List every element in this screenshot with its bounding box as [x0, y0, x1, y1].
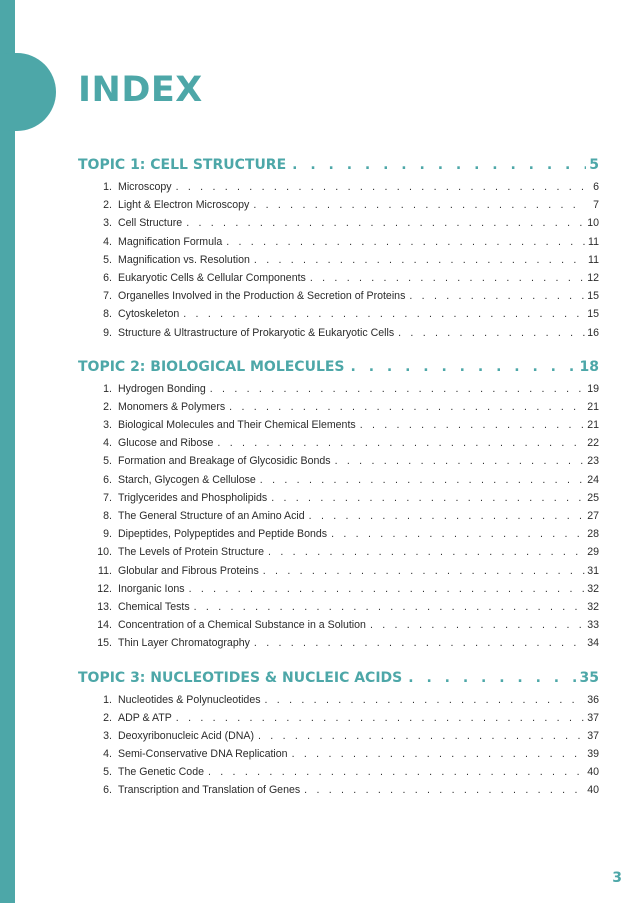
- entry-number: 15.: [97, 637, 112, 650]
- toc-entry[interactable]: [78, 196, 599, 214]
- dot-leader: [217, 434, 585, 452]
- entry-page-number: 40: [587, 784, 599, 797]
- entry-number: 2.: [103, 400, 112, 413]
- entry-number: 5.: [103, 253, 112, 266]
- dot-leader: [351, 356, 577, 378]
- entry-number: 10.: [97, 546, 112, 559]
- entry-page-number: 40: [587, 766, 599, 779]
- dot-leader: [370, 616, 585, 634]
- toc-entry[interactable]: [78, 324, 599, 342]
- toc-entry[interactable]: [78, 580, 599, 598]
- entry-page-number: 27: [587, 510, 599, 522]
- entry-number: 9.: [103, 528, 112, 541]
- entry-number: 1.: [103, 693, 112, 706]
- entry-number: 7.: [103, 491, 112, 504]
- entry-page-number: 6: [593, 181, 599, 193]
- dot-leader: [189, 580, 585, 598]
- toc-entry[interactable]: [78, 727, 599, 745]
- entry-label: Magnification vs. Resolution: [118, 253, 250, 266]
- entry-label: The Genetic Code: [118, 766, 204, 779]
- side-accent-tab: [0, 53, 56, 131]
- entry-label: Monomers & Polymers: [118, 400, 226, 413]
- dot-leader: [271, 489, 585, 507]
- entry-number: 14.: [97, 619, 112, 632]
- toc-entry[interactable]: [78, 380, 599, 398]
- entry-page-number: 12: [587, 271, 599, 284]
- toc-entry[interactable]: [78, 781, 599, 799]
- dot-leader: [360, 416, 585, 434]
- toc-entry[interactable]: [78, 525, 599, 543]
- entry-label: Transcription and Translation of Genes: [118, 784, 301, 797]
- entry-page-number: 29: [587, 546, 599, 559]
- entry-number: 6.: [103, 784, 112, 797]
- dot-leader: [309, 507, 585, 525]
- toc-entry[interactable]: [78, 178, 599, 196]
- toc-entry[interactable]: [78, 763, 599, 781]
- toc-entry[interactable]: [78, 398, 599, 416]
- entry-label: Magnification Formula: [118, 235, 223, 248]
- entry-label: Cell Structure: [118, 217, 183, 230]
- entry-page-number: 19: [587, 382, 599, 395]
- dot-leader: [194, 598, 585, 616]
- dot-leader: [253, 196, 585, 214]
- topic-section: [78, 667, 599, 800]
- entry-number: 1.: [103, 382, 112, 395]
- entry-page-number: 23: [587, 455, 599, 468]
- entry-page-number: 28: [587, 528, 599, 541]
- toc-entry[interactable]: [78, 745, 599, 763]
- toc-entry[interactable]: [78, 434, 599, 452]
- toc-entry[interactable]: [78, 214, 599, 232]
- toc-entry[interactable]: [78, 543, 599, 561]
- entry-number: 4.: [103, 748, 112, 761]
- entry-number: 8.: [103, 510, 112, 522]
- dot-leader: [304, 781, 585, 799]
- entry-label: Formation and Breakage of Glycosidic Bonds: [118, 455, 331, 468]
- topic-page-number: 5: [589, 157, 599, 173]
- page-title: INDEX: [78, 70, 203, 110]
- dot-leader: [265, 691, 585, 709]
- dot-leader: [263, 562, 585, 580]
- entry-label: Chemical Tests: [118, 600, 190, 613]
- entry-page-number: 36: [587, 693, 599, 706]
- entry-label: Biological Molecules and Their Chemical Elements: [118, 419, 356, 432]
- toc-entry[interactable]: [78, 598, 599, 616]
- entry-page-number: 34: [587, 637, 599, 650]
- entry-page-number: 25: [587, 491, 599, 504]
- dot-leader: [292, 154, 586, 176]
- toc-entry[interactable]: [78, 709, 599, 727]
- entry-page-number: 11: [588, 235, 599, 248]
- entry-number: 5.: [103, 455, 112, 468]
- table-of-contents: [78, 154, 599, 814]
- topic-title: TOPIC 1: CELL STRUCTURE: [78, 157, 287, 173]
- entry-page-number: 37: [587, 711, 599, 724]
- dot-leader: [335, 452, 585, 470]
- dot-leader: [229, 398, 585, 416]
- entry-number: 3.: [103, 729, 112, 742]
- dot-leader: [176, 709, 585, 727]
- dot-leader: [409, 287, 585, 305]
- dot-leader: [186, 214, 585, 232]
- entry-number: 13.: [97, 600, 112, 613]
- entry-page-number: 21: [587, 400, 599, 413]
- side-accent-bar: [0, 0, 15, 903]
- entry-number: 9.: [103, 326, 112, 339]
- topic-section: [78, 154, 599, 342]
- entry-number: 3.: [103, 419, 112, 432]
- entry-number: 12.: [97, 582, 112, 595]
- dot-leader: [268, 543, 585, 561]
- entry-page-number: 24: [587, 473, 599, 486]
- entry-label: Dipeptides, Polypeptides and Peptide Bonds: [118, 528, 328, 541]
- entry-number: 7.: [103, 290, 112, 303]
- dot-leader: [183, 305, 585, 323]
- entry-number: 2.: [103, 711, 112, 724]
- entry-page-number: 32: [587, 582, 599, 595]
- entry-page-number: 16: [587, 326, 599, 339]
- topic-title: TOPIC 2: BIOLOGICAL MOLECULES: [78, 358, 345, 375]
- topic-header[interactable]: [78, 356, 599, 378]
- entry-number: 8.: [103, 308, 112, 321]
- entry-label: Inorganic Ions: [118, 582, 185, 595]
- toc-entry[interactable]: [78, 452, 599, 470]
- topic-page-number: 35: [579, 669, 599, 686]
- entry-label: Starch, Glycogen & Cellulose: [118, 473, 256, 486]
- toc-entry[interactable]: [78, 269, 599, 287]
- toc-entry[interactable]: [78, 251, 599, 269]
- toc-entry[interactable]: [78, 489, 599, 507]
- dot-leader: [260, 471, 585, 489]
- entry-number: 1.: [103, 181, 112, 193]
- entry-label: Glucose and Ribose: [118, 437, 214, 450]
- entry-list: [78, 380, 599, 653]
- dot-leader: [208, 763, 585, 781]
- entry-page-number: 21: [587, 419, 599, 432]
- toc-entry[interactable]: [78, 305, 599, 323]
- entry-list: [78, 691, 599, 800]
- entry-list: [78, 178, 599, 342]
- toc-entry[interactable]: [78, 562, 599, 580]
- topic-title: TOPIC 3: NUCLEOTIDES & NUCLEIC ACIDS: [78, 669, 403, 686]
- toc-entry[interactable]: [78, 287, 599, 305]
- entry-label: Structure & Ultrastructure of Prokaryotic & Eukaryotic Cells: [118, 326, 395, 339]
- entry-page-number: 11: [588, 253, 599, 266]
- topic-section: [78, 356, 599, 653]
- entry-page-number: 37: [587, 729, 599, 742]
- entry-label: Globular and Fibrous Proteins: [118, 564, 259, 577]
- entry-label: ADP & ATP: [118, 711, 172, 724]
- entry-page-number: 10: [587, 217, 599, 230]
- entry-number: 4.: [103, 437, 112, 450]
- dot-leader: [398, 324, 585, 342]
- toc-entry[interactable]: [78, 634, 599, 652]
- page-number: 3: [612, 870, 622, 886]
- entry-number: 5.: [103, 766, 112, 779]
- entry-label: The General Structure of an Amino Acid: [118, 510, 305, 522]
- entry-number: 2.: [103, 199, 112, 212]
- entry-page-number: 15: [587, 308, 599, 321]
- entry-label: Hydrogen Bonding: [118, 382, 206, 395]
- toc-entry[interactable]: [78, 471, 599, 489]
- entry-label: Cytoskeleton: [118, 308, 180, 321]
- entry-label: Triglycerides and Phospholipids: [118, 491, 268, 504]
- topic-header[interactable]: [78, 154, 599, 176]
- entry-label: The Levels of Protein Structure: [118, 546, 265, 559]
- dot-leader: [408, 667, 576, 689]
- entry-page-number: 33: [587, 619, 599, 632]
- entry-label: Organelles Involved in the Production & Secretion of Proteins: [118, 290, 406, 303]
- dot-leader: [310, 269, 585, 287]
- entry-label: Microscopy: [118, 181, 172, 193]
- dot-leader: [292, 745, 585, 763]
- entry-label: Light & Electron Microscopy: [118, 199, 250, 212]
- entry-label: Concentration of a Chemical Substance in a Solution: [118, 619, 366, 632]
- entry-number: 6.: [103, 473, 112, 486]
- toc-entry[interactable]: [78, 691, 599, 709]
- topic-page-number: 18: [579, 358, 599, 375]
- entry-number: 6.: [103, 271, 112, 284]
- entry-number: 11.: [98, 564, 112, 577]
- entry-number: 4.: [103, 235, 112, 248]
- dot-leader: [210, 380, 585, 398]
- entry-page-number: 22: [587, 437, 599, 450]
- dot-leader: [254, 634, 585, 652]
- dot-leader: [176, 178, 585, 196]
- entry-label: Eukaryotic Cells & Cellular Components: [118, 271, 306, 284]
- entry-page-number: 31: [587, 564, 599, 577]
- topic-header[interactable]: [78, 667, 599, 689]
- toc-entry[interactable]: [78, 233, 599, 251]
- entry-label: Deoxyribonucleic Acid (DNA): [118, 729, 255, 742]
- entry-label: Semi-Conservative DNA Replication: [118, 748, 288, 761]
- entry-page-number: 39: [587, 748, 599, 761]
- entry-number: 3.: [103, 217, 112, 230]
- entry-page-number: 7: [593, 199, 599, 212]
- entry-page-number: 32: [587, 600, 599, 613]
- toc-entry[interactable]: [78, 416, 599, 434]
- dot-leader: [331, 525, 585, 543]
- dot-leader: [226, 233, 585, 251]
- entry-label: Nucleotides & Polynucleotides: [118, 693, 261, 706]
- dot-leader: [254, 251, 585, 269]
- dot-leader: [258, 727, 585, 745]
- toc-entry[interactable]: [78, 507, 599, 525]
- toc-entry[interactable]: [78, 616, 599, 634]
- entry-label: Thin Layer Chromatography: [118, 637, 250, 650]
- entry-page-number: 15: [587, 290, 599, 303]
